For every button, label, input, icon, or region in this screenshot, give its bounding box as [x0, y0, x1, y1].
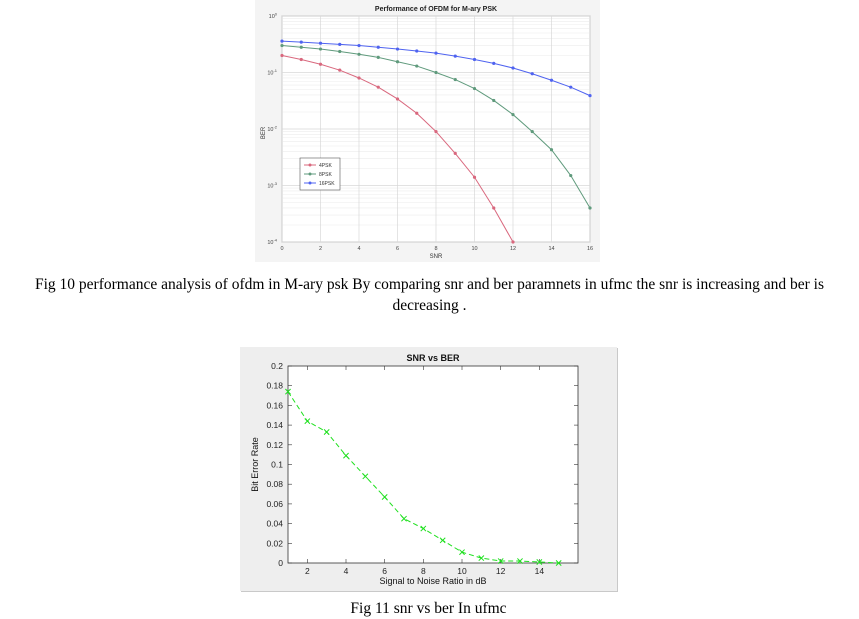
x-tick-label: 16 — [586, 246, 594, 252]
data-point — [396, 60, 399, 63]
chart-title: SNR vs BER — [406, 353, 460, 363]
data-point — [492, 206, 495, 209]
data-point — [357, 44, 360, 47]
data-point — [550, 79, 553, 82]
figure-10-caption-line2: decreasing . — [392, 297, 467, 314]
x-tick-label: 12 — [495, 566, 506, 576]
figure-10-frame — [255, 0, 600, 262]
legend-marker — [309, 182, 312, 185]
data-point — [357, 76, 360, 79]
data-point — [531, 72, 534, 75]
data-point — [492, 62, 495, 65]
chart-title: Performance of OFDM for M-ary PSK — [374, 6, 498, 13]
legend-marker — [309, 164, 312, 167]
data-point — [300, 46, 303, 49]
x-tick-label: 12 — [509, 246, 517, 252]
data-point — [300, 41, 303, 44]
data-point — [377, 56, 380, 59]
legend-label: 8PSK — [319, 172, 332, 178]
data-point — [454, 55, 457, 58]
data-point — [588, 94, 591, 97]
data-point — [396, 47, 399, 50]
x-tick-label: 10 — [471, 246, 478, 252]
y-tick-label: $10^0$ — [268, 11, 277, 20]
y-tick-label: $10^{-4}$ — [267, 237, 277, 246]
y-tick-label: $10^{-2}$ — [267, 124, 277, 133]
data-point — [377, 86, 380, 89]
data-point — [454, 152, 457, 155]
data-point — [492, 99, 495, 102]
data-point — [569, 174, 572, 177]
data-point — [300, 58, 303, 61]
x-tick-label: 6 — [382, 566, 388, 576]
figure-11-frame — [240, 347, 617, 591]
y-tick-label: 0.16 — [266, 400, 283, 411]
data-point — [319, 42, 322, 45]
chart-ofdm-mpsk — [255, 0, 600, 262]
data-point — [338, 43, 341, 46]
data-point — [434, 71, 437, 74]
x-tick-label: 14 — [534, 566, 545, 576]
y-tick-label: 0.18 — [266, 380, 283, 391]
x-tick-label: 8 — [434, 246, 438, 252]
x-tick-label: 4 — [343, 566, 349, 576]
figure-11-caption: Fig 11 snr vs ber In ufmc — [350, 600, 507, 617]
data-point — [338, 69, 341, 72]
data-point — [511, 240, 514, 243]
data-point — [415, 64, 418, 67]
y-tick-label: 0.12 — [266, 439, 283, 450]
data-point — [280, 44, 283, 47]
y-tick-label: 0.14 — [266, 420, 283, 431]
x-axis-label: SNR — [429, 254, 443, 260]
x-tick-label: 8 — [420, 566, 426, 576]
x-tick-label: 0 — [280, 246, 284, 252]
legend-marker — [309, 173, 312, 176]
x-tick-label: 10 — [457, 566, 467, 576]
data-point — [473, 176, 476, 179]
data-point — [434, 130, 437, 133]
y-tick-label: 0.1 — [271, 459, 283, 470]
data-point — [280, 54, 283, 57]
x-tick-label: 2 — [318, 246, 323, 252]
x-tick-label: 4 — [357, 246, 361, 252]
y-tick-label: 0.06 — [266, 498, 283, 509]
y-tick-label: $10^{-1}$ — [267, 68, 277, 77]
plot-area — [288, 366, 578, 563]
chart-snr-vs-ber — [240, 347, 617, 591]
y-tick-label: $10^{-3}$ — [267, 181, 277, 190]
data-point — [588, 206, 591, 209]
data-point — [550, 148, 553, 151]
data-point — [319, 63, 322, 66]
x-tick-label: 2 — [304, 566, 310, 576]
data-point — [357, 53, 360, 56]
data-point — [415, 49, 418, 52]
data-point — [338, 50, 341, 53]
data-point — [531, 130, 534, 133]
data-point — [473, 87, 476, 90]
data-point — [434, 52, 437, 55]
y-axis-label: Bit Error Rate — [250, 437, 260, 492]
data-point — [454, 78, 457, 81]
data-point — [377, 46, 380, 49]
x-axis-label: Signal to Noise Ratio in dB — [379, 576, 487, 586]
data-point — [280, 39, 283, 42]
y-axis-label: BER — [261, 126, 267, 140]
x-tick-label: 14 — [548, 246, 555, 252]
data-point — [415, 112, 418, 115]
data-point — [511, 113, 514, 116]
data-point — [319, 47, 322, 50]
figure-10-caption — [0, 274, 859, 316]
data-point — [396, 97, 399, 100]
y-tick-label: 0.08 — [266, 479, 283, 490]
data-point — [569, 86, 572, 89]
legend-label: 16PSK — [319, 181, 335, 187]
y-tick-label: 0 — [278, 558, 283, 568]
data-point — [473, 58, 476, 61]
y-tick-label: 0.02 — [266, 538, 283, 549]
y-tick-label: 0.04 — [266, 518, 283, 529]
y-tick-label: 0.2 — [271, 361, 283, 371]
legend-label: 4PSK — [319, 163, 332, 169]
figure-10-caption-line1: Fig 10 performance analysis of ofdm in M-ary psk By comparing snr and ber paramnets in ufmc the snr is increasing and ber is — [34, 276, 824, 293]
x-tick-label: 6 — [395, 246, 400, 252]
data-point — [511, 66, 514, 69]
